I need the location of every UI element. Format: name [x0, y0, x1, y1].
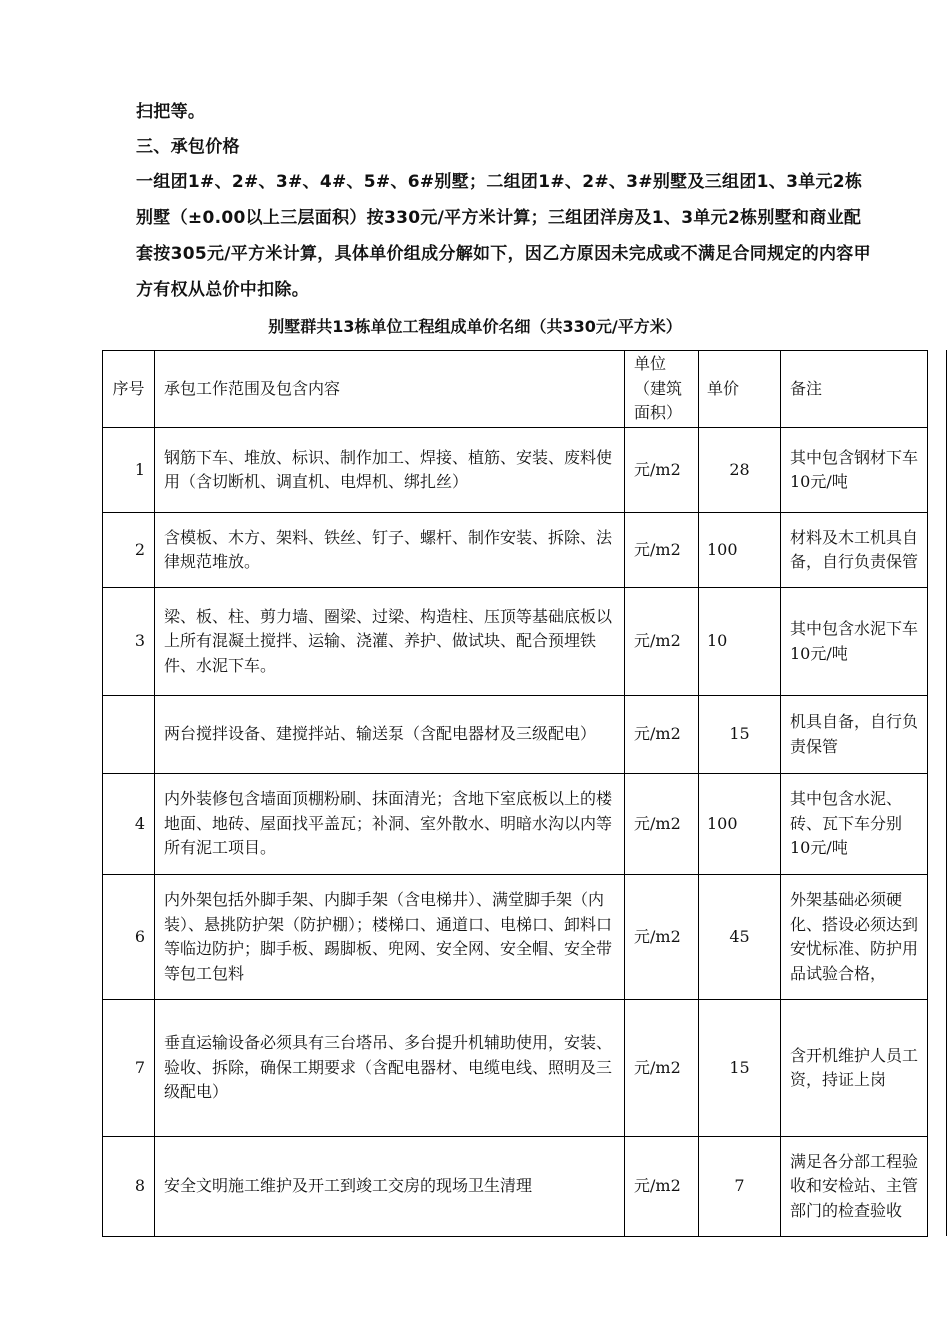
row-unit: 元/m2 [625, 588, 699, 696]
row-scope: 两台搅拌设备、建搅拌站、输送泵（含配电器材及三级配电） [155, 696, 625, 774]
row-scope: 垂直运输设备必须具有三台塔吊、多台提升机辅助使用，安装、验收、拆除，确保工期要求（含配电器材、电缆电线、照明及三级配电） [155, 1000, 625, 1137]
row-note: 其中包含水泥、砖、瓦下车分别10元/吨 [781, 774, 928, 875]
table-caption: 别墅群共13栋单位工程组成单价名细（共330元/平方米） [268, 317, 682, 336]
row-no: 8 [103, 1137, 155, 1237]
header-scope: 承包工作范围及包含内容 [155, 351, 625, 428]
row-note: 其中包含水泥下车10元/吨 [781, 588, 928, 696]
row-no: 3 [103, 588, 155, 696]
row-unit: 元/m2 [625, 428, 699, 513]
row-note: 其中包含钢材下车10元/吨 [781, 428, 928, 513]
table-row [103, 774, 928, 875]
row-price: 28 [699, 428, 781, 513]
header-price: 单价 [699, 351, 781, 428]
row-note: 含开机维护人员工资，持证上岗 [781, 1000, 928, 1137]
table-row [103, 1000, 928, 1137]
table-row [103, 428, 928, 513]
row-unit: 元/m2 [625, 513, 699, 588]
row-unit: 元/m2 [625, 696, 699, 774]
row-price: 7 [699, 1137, 781, 1237]
row-scope: 内外装修包含墙面顶棚粉刷、抹面清光；含地下室底板以上的楼地面、地砖、屋面找平盖瓦；补洞、室外散水、明暗水沟以内等所有泥工项目。 [155, 774, 625, 875]
row-unit: 元/m2 [625, 774, 699, 875]
row-no: 4 [103, 774, 155, 875]
row-scope: 含模板、木方、架料、铁丝、钉子、螺杆、制作安装、拆除、法律规范堆放。 [155, 513, 625, 588]
header-no: 序号 [103, 351, 155, 428]
row-price: 100 [699, 774, 781, 875]
row-no: 1 [103, 428, 155, 513]
section-heading-contract-price: 三、承包价格 [136, 137, 240, 157]
row-unit: 元/m2 [625, 1137, 699, 1237]
table-row [103, 1137, 928, 1237]
page-margin-rule [946, 350, 947, 1236]
row-price: 10 [699, 588, 781, 696]
row-no: 7 [103, 1000, 155, 1137]
row-no [103, 696, 155, 774]
paragraph-pricing-terms: 一组团1#、2#、3#、4#、5#、6#别墅；二组团1#、2#、3#别墅及三组团1、3单元2栋别墅（±0.00以上三层面积）按330元/平方米计算；三组团洋房及1、3单元2栋别墅和商业配套按305元/平方米计算，具体单价组成分解如下，因乙方原因未完成或不满足合同规定的内容甲方有权从总价中扣除。 [136, 172, 871, 300]
table-row [103, 513, 928, 588]
header-unit: 单位（建筑面积） [625, 351, 699, 428]
header-note: 备注 [781, 351, 928, 428]
row-note: 材料及木工机具自备，自行负责保管 [781, 513, 928, 588]
table-row [103, 696, 928, 774]
row-unit: 元/m2 [625, 1000, 699, 1137]
row-price: 45 [699, 875, 781, 1000]
row-scope: 梁、板、柱、剪力墙、圈梁、过梁、构造柱、压顶等基础底板以上所有混凝土搅拌、运输、浇灌、养护、做试块、配合预埋铁件、水泥下车。 [155, 588, 625, 696]
table-header-row [103, 351, 928, 428]
row-note: 外架基础必须硬化、搭设必须达到安忧标准、防护用品试验合格， [781, 875, 928, 1000]
row-price: 15 [699, 1000, 781, 1137]
row-scope: 钢筋下车、堆放、标识、制作加工、焊接、植筋、安装、废料使用（含切断机、调直机、电焊机、绑扎丝） [155, 428, 625, 513]
row-scope: 安全文明施工维护及开工到竣工交房的现场卫生清理 [155, 1137, 625, 1237]
unit-price-table [102, 350, 928, 1237]
row-note: 满足各分部工程验收和安检站、主管部门的检查验收 [781, 1137, 928, 1237]
paragraph-broom: 扫把等。 [136, 102, 206, 122]
row-scope: 内外架包括外脚手架、内脚手架（含电梯井）、满堂脚手架（内装）、悬挑防护架（防护棚）；楼梯口、通道口、电梯口、卸料口等临边防护；脚手板、踢脚板、兜网、安全网、安全帽、安全带等包工包料 [155, 875, 625, 1000]
table-row [103, 588, 928, 696]
row-price: 100 [699, 513, 781, 588]
row-price: 15 [699, 696, 781, 774]
row-no: 2 [103, 513, 155, 588]
row-no: 6 [103, 875, 155, 1000]
table-row [103, 875, 928, 1000]
row-note: 机具自备，自行负责保管 [781, 696, 928, 774]
row-unit: 元/m2 [625, 875, 699, 1000]
